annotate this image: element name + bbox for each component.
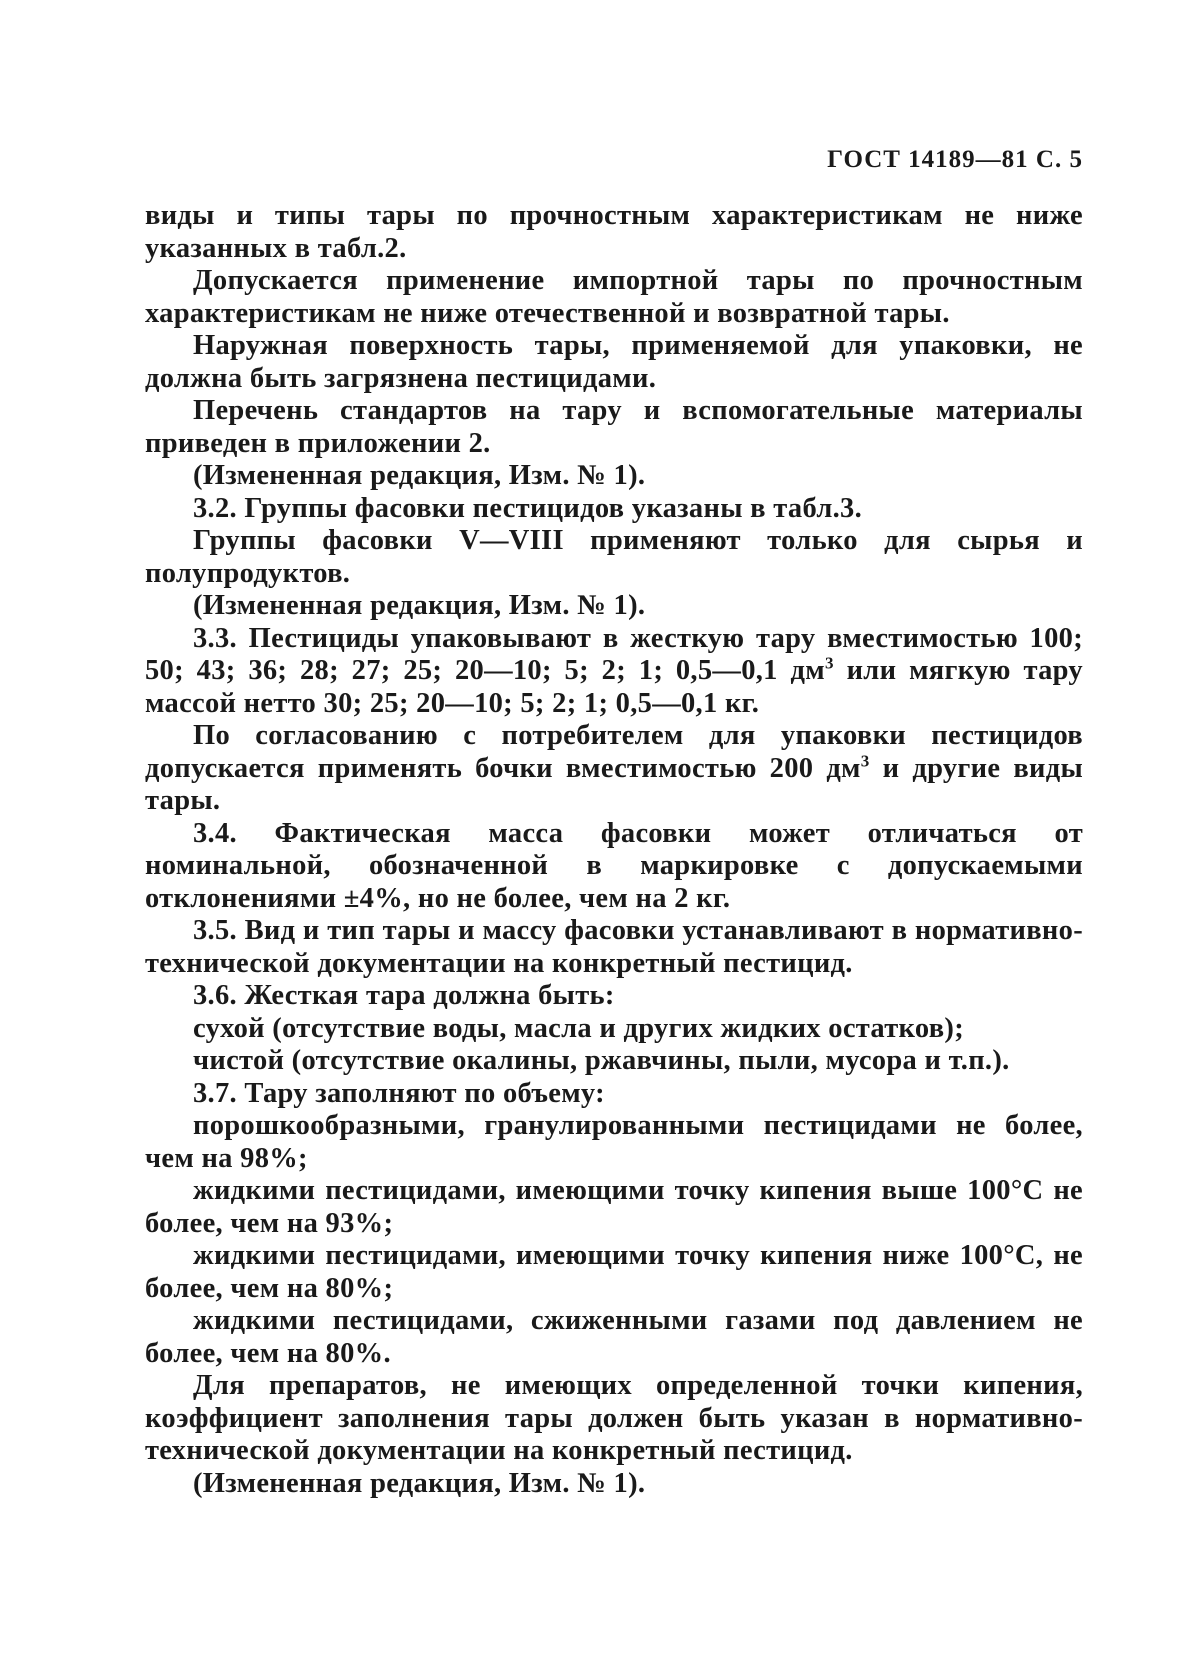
superscript-three: 3 bbox=[824, 653, 834, 673]
amendment-note: (Измененная редакция, Изм. № 1). bbox=[193, 590, 646, 621]
clause-3-7: 3.7. Тару заполняют по объему: bbox=[193, 1077, 605, 1109]
clause-3-3 bbox=[145, 623, 1083, 721]
clause-3-4: 3.4. Фактическая масса фасовки может отличаться от номинальной, обозначенной в маркировке с допускаемыми отклонениями ±4%, но не более, чем на 2 кг. bbox=[145, 817, 1083, 914]
list-item-clean: чистой (отсутствие окалины, ржавчины, пыли, мусора и т.п.). bbox=[193, 1045, 1010, 1076]
superscript-three: 3 bbox=[860, 751, 870, 770]
paragraph-fill-coefficient: Для препаратов, не имеющих определенной точки кипения, коэффициент заполнения тары должен быть указан в нормативно-технической документации на конкретный пестицид. bbox=[145, 1370, 1083, 1466]
list-item-powder: порошкообразными, гранулированными пестицидами не более, чем на 98%; bbox=[145, 1110, 1083, 1174]
amendment-note: (Измененная редакция, Изм. № 1). bbox=[193, 1467, 646, 1499]
consumer-agreement-text-end: и другие виды тары. bbox=[145, 752, 1083, 816]
amendment-note: (Измененная редакция, Изм. № 1). bbox=[193, 460, 646, 491]
paragraph-continuation: виды и типы тары по прочностным характеристикам не ниже указанных в табл.2. bbox=[145, 200, 1083, 264]
list-item-dry: сухой (отсутствие воды, масла и других жидких остатков); bbox=[193, 1012, 964, 1044]
clause-3-6: 3.6. Жесткая тара должна быть: bbox=[193, 980, 615, 1011]
clause-3-5: 3.5. Вид и тип тары и массу фасовки устанавливают в нормативно-технической документации на конкретный пестицид. bbox=[145, 915, 1083, 979]
paragraph-outer-surface: Наружная поверхность тары, применяемой для упаковки, не должна быть загрязнена пестицидами. bbox=[145, 330, 1083, 394]
paragraph-standards-list: Перечень стандартов на тару и вспомогательные материалы приведен в приложении 2. bbox=[145, 395, 1083, 459]
page-body bbox=[145, 200, 1083, 1500]
page-header-doc-ref: ГОСТ 14189—81 С. 5 bbox=[827, 146, 1083, 173]
paragraph-import-container: Допускается применение импортной тары по прочностным характеристикам не ниже отечественной и возвратной тары. bbox=[145, 265, 1083, 329]
consumer-agreement-text: По согласованию с потребителем для упаковки пестицидов допускается применять бочки вместимостью 200 дм bbox=[145, 720, 1083, 784]
list-item-liquid-below-100: жидкими пестицидами, имеющими точку кипения ниже 100°С, не более, чем на 80%; bbox=[145, 1240, 1083, 1304]
list-item-liquefied-gas: жидкими пестицидами, сжиженными газами под давлением не более, чем на 80%. bbox=[145, 1305, 1083, 1369]
paragraph-packing-groups: Группы фасовки V—VIII применяют только для сырья и полупродуктов. bbox=[145, 525, 1083, 589]
paragraph-consumer-agreement bbox=[145, 720, 1083, 818]
clause-3-3-text-end: или мягкую тару массой нетто 30; 25; 20—10; 5; 2; 1; 0,5—0,1 кг. bbox=[145, 655, 1083, 719]
list-item-liquid-above-100: жидкими пестицидами, имеющими точку кипения выше 100°С не более, чем на 93%; bbox=[145, 1175, 1083, 1239]
clause-3-3-text: 3.3. Пестициды упаковывают в жесткую тару вместимостью 100; 50; 43; 36; 28; 27; 25; 20—10; 5; 2; 1; 0,5—0,1 дм bbox=[145, 622, 1083, 686]
clause-3-2: 3.2. Группы фасовки пестицидов указаны в табл.3. bbox=[193, 492, 863, 524]
